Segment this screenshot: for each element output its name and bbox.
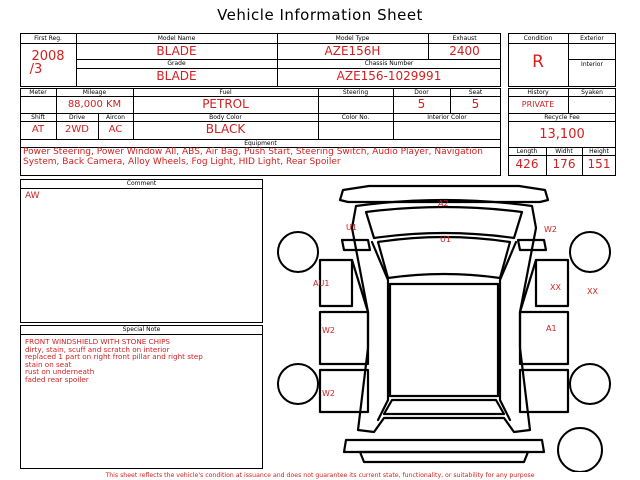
special-note-list <box>25 338 261 384</box>
car-damage-diagram <box>268 180 620 472</box>
first-reg-label: First Reg. <box>34 35 62 42</box>
special-note-label: Special Note <box>122 326 161 333</box>
body-color-value: BLACK <box>205 122 246 136</box>
first-reg-month: /3 <box>29 62 43 77</box>
special-note-item: stain on seat <box>25 359 72 369</box>
color-no-label: Color No. <box>341 114 370 121</box>
seat-value: 5 <box>471 97 480 111</box>
mileage-value: 88,000 KM <box>67 99 122 110</box>
special-note-item: replaced 1 part on right front pillar and right step <box>25 352 203 362</box>
grade-value: BLADE <box>156 69 197 83</box>
steering-label: Steering <box>342 89 369 96</box>
interior-label: Interior <box>581 61 603 68</box>
exterior-label: Exterior <box>580 35 604 42</box>
height-label: Height <box>589 148 609 155</box>
model-type-value: AZE156H <box>324 44 381 58</box>
length-label: Length <box>516 148 538 155</box>
comment-label: Comment <box>126 180 157 187</box>
chassis-number-label: Chassis Number <box>364 60 414 67</box>
recycle-fee-value: 13,100 <box>539 127 585 142</box>
shift-label: Shift <box>31 114 45 121</box>
recycle-fee-label: Recycle Fee <box>544 114 580 121</box>
drive-label: Drive <box>69 114 85 121</box>
shift-value: AT <box>31 124 45 135</box>
door-value: 5 <box>417 97 426 111</box>
equipment-label: Equipment <box>244 140 277 147</box>
syaken-label: Syaken <box>581 89 603 96</box>
special-note-item: FRONT WINDSHIELD WITH STONE CHIPS <box>25 337 170 346</box>
chassis-number-value: AZE156-1029991 <box>336 69 442 83</box>
special-note-item: rust on underneath <box>25 367 95 377</box>
special-note-item: dirty, stain, scuff and scratch on interior <box>25 344 170 354</box>
sheet-title: Vehicle Information Sheet <box>217 6 423 24</box>
special-note-item: faded rear spoiler <box>25 374 89 384</box>
damage-mark: U1 <box>346 223 357 232</box>
disclaimer-footer: This sheet reflects the vehicle's condition at issuance and does not guarantee its current state, functionality, or suitability for any purpose <box>105 472 535 479</box>
fuel-label: Fuel <box>219 89 232 96</box>
height-value: 151 <box>587 157 611 171</box>
damage-mark: A1 <box>546 324 557 333</box>
damage-mark: AU1 <box>313 279 330 288</box>
width-label: Widht <box>555 148 573 155</box>
fuel-value: PETROL <box>202 97 249 111</box>
width-value: 176 <box>552 157 576 171</box>
interior-color-label: Interior Color <box>427 114 467 121</box>
history-value: PRIVATE <box>521 100 555 109</box>
comment-box <box>20 179 263 323</box>
seat-label: Seat <box>468 89 483 96</box>
model-type-label: Model Type <box>335 35 370 42</box>
damage-mark: U1 <box>440 235 451 244</box>
damage-mark: W2 <box>322 326 335 335</box>
damage-mark: W2 <box>544 225 557 234</box>
exhaust-value: 2400 <box>449 44 480 58</box>
damage-mark: A2 <box>438 199 449 208</box>
first-reg-year: 2008 <box>31 49 65 64</box>
drive-value: 2WD <box>65 124 89 135</box>
condition-label: Condition <box>523 35 553 42</box>
model-name-value: BLADE <box>156 44 197 58</box>
length-value: 426 <box>515 157 539 171</box>
model-name-label: Model Name <box>157 35 196 42</box>
meter-label: Meter <box>29 89 47 96</box>
aircon-value: AC <box>108 124 123 135</box>
body-color-label: Body Color <box>209 114 242 121</box>
comment-text: AW <box>25 191 40 201</box>
damage-mark: XX <box>550 283 561 292</box>
condition-value: R <box>532 52 544 72</box>
aircon-label: Aircon <box>106 114 125 121</box>
damage-mark: XX <box>587 287 598 296</box>
equipment-text: Power Steering, Power Window All, ABS, Air Bag, Push Start, Steering Switch, Audio Player, Navigation System, Back Camera, Alloy Wheels, Fog Light, HID Light, Rear Spoiler <box>23 147 483 167</box>
exhaust-label: Exhaust <box>452 35 477 42</box>
damage-mark: W2 <box>322 389 335 398</box>
history-label: History <box>527 89 549 96</box>
grade-label: Grade <box>167 60 186 67</box>
mileage-label: Mileage <box>82 89 107 96</box>
door-label: Door <box>414 89 429 96</box>
